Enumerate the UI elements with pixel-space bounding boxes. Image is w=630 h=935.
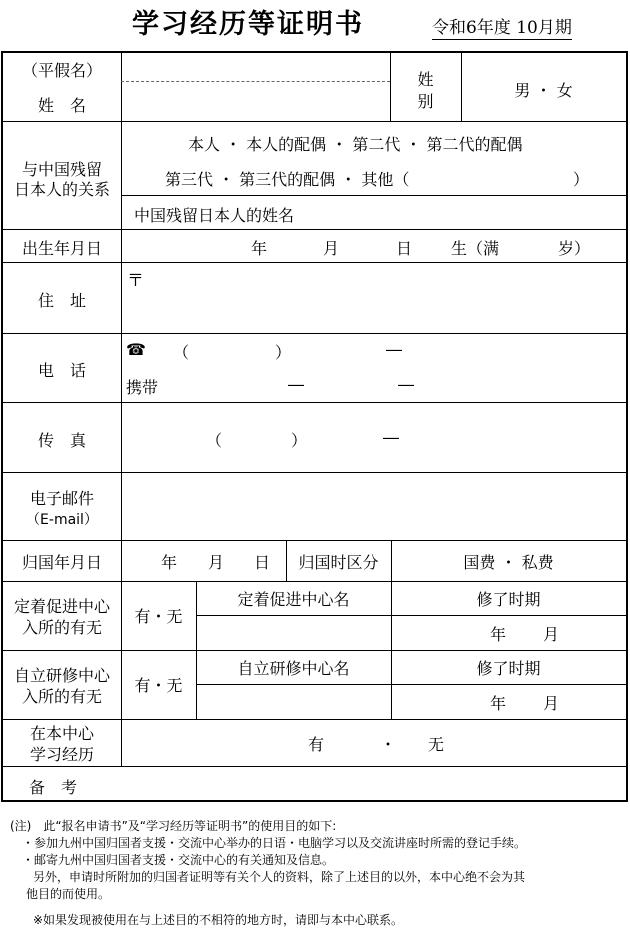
return-type-options[interactable]: 国费 ・ 私费 — [463, 553, 554, 572]
study-no[interactable]: 无 — [428, 735, 445, 754]
training-completion-label: 修了时期 — [476, 659, 541, 678]
period-label: 令和6年度 10月期 — [432, 13, 572, 40]
center-name-label: 定着促进中心名 — [237, 590, 350, 609]
note-line-5: 他目的而使用。 — [26, 887, 111, 901]
phone-dash: ― — [386, 340, 402, 359]
birth-year: 年 — [251, 239, 268, 258]
fax-dash: ― — [383, 428, 399, 447]
address-label: 住 址 — [37, 291, 86, 310]
training-label-1: 自立研修中心 — [13, 666, 110, 685]
birth-month: 月 — [323, 239, 340, 258]
orphan-name-label: 中国残留日本人的姓名 — [134, 206, 295, 225]
phone-paren-open: （ — [173, 343, 190, 362]
fax-label: 传 真 — [37, 431, 86, 450]
center-label-1: 定着促进中心 — [13, 597, 110, 616]
center-label-2: 入所的有无 — [21, 618, 102, 637]
birth-day: 日 — [396, 239, 413, 258]
training-label-2: 入所的有无 — [21, 687, 102, 706]
relation-close-paren: ） — [573, 170, 590, 189]
note-line-3: ・邮寄九州中国归国者支援・交流中心的有关通知及信息。 — [22, 853, 335, 867]
relation-label-2: 日本人的关系 — [13, 180, 110, 199]
return-type-label: 归国时区分 — [298, 553, 379, 572]
birth-label: 出生年月日 — [21, 239, 102, 258]
training-yes-no[interactable]: 有・无 — [134, 676, 183, 695]
document-title: 学习经历等证明书 — [132, 9, 364, 40]
name-label: 姓 名 — [37, 96, 86, 115]
sex-label-1: 姓 — [417, 70, 434, 89]
birth-age-open: 生（满 — [451, 239, 500, 258]
note-line-4: 另外，申请时所附加的归国者证明等有关个人的资料，除了上述目的以外，本中心绝不会为其 — [33, 870, 526, 884]
center-completion-month: 月 — [543, 625, 560, 644]
study-label-1: 在本中心 — [29, 724, 94, 743]
training-name-label: 自立研修中心名 — [237, 659, 350, 678]
relation-options-2[interactable]: 第三代 ・ 第三代的配偶 ・ 其他（ — [165, 170, 410, 189]
sex-label-2: 别 — [417, 92, 434, 111]
birth-age-close: 岁） — [558, 239, 591, 258]
certificate-form — [1, 51, 628, 802]
mobile-label: 携带 — [126, 378, 159, 397]
postal-mark: 〒 — [127, 271, 144, 291]
kana-divider — [121, 81, 390, 82]
center-yes-no[interactable]: 有・无 — [134, 607, 183, 626]
return-day: 日 — [254, 553, 271, 572]
return-label: 归国年月日 — [21, 553, 102, 572]
phone-paren-close: ） — [275, 343, 292, 362]
study-label-2: 学习经历 — [29, 745, 94, 764]
remarks-label: 备 考 — [29, 778, 78, 797]
mobile-dash-1: ― — [288, 375, 304, 394]
fax-paren-open: （ — [206, 431, 223, 450]
training-completion-month: 月 — [543, 694, 560, 713]
return-month: 月 — [208, 553, 225, 572]
sex-options[interactable]: 男 ・ 女 — [514, 81, 573, 100]
note-line-2: ・参加九州中国归国者支援・交流中心举办的日语・电脑学习以及交流讲座时所需的登记手续。 — [22, 836, 527, 850]
phone-icon: ☎ — [126, 340, 146, 359]
email-label: 电子邮件 — [29, 489, 94, 508]
training-completion-year: 年 — [490, 694, 507, 713]
relation-label-1: 与中国残留 — [21, 160, 102, 179]
return-year: 年 — [161, 553, 178, 572]
note-line-1: (注) 此“报名申请书”及“学习经历等证明书”的使用目的如下: — [10, 819, 337, 833]
note-line-6: ※如果发现被使用在与上述目的不相符的地方时，请即与本中心联系。 — [33, 913, 404, 927]
mobile-dash-2: ― — [398, 375, 414, 394]
study-dot: ・ — [380, 735, 397, 754]
kana-label: （平假名） — [21, 61, 102, 80]
email-label-en: （E-mail） — [26, 512, 98, 528]
study-yes[interactable]: 有 — [308, 735, 325, 754]
fax-paren-close: ） — [291, 431, 308, 450]
relation-options-1[interactable]: 本人 ・ 本人的配偶 ・ 第二代 ・ 第二代的配偶 — [188, 135, 523, 154]
center-completion-label: 修了时期 — [476, 590, 541, 609]
phone-label: 电 话 — [37, 361, 86, 380]
center-completion-year: 年 — [490, 625, 507, 644]
